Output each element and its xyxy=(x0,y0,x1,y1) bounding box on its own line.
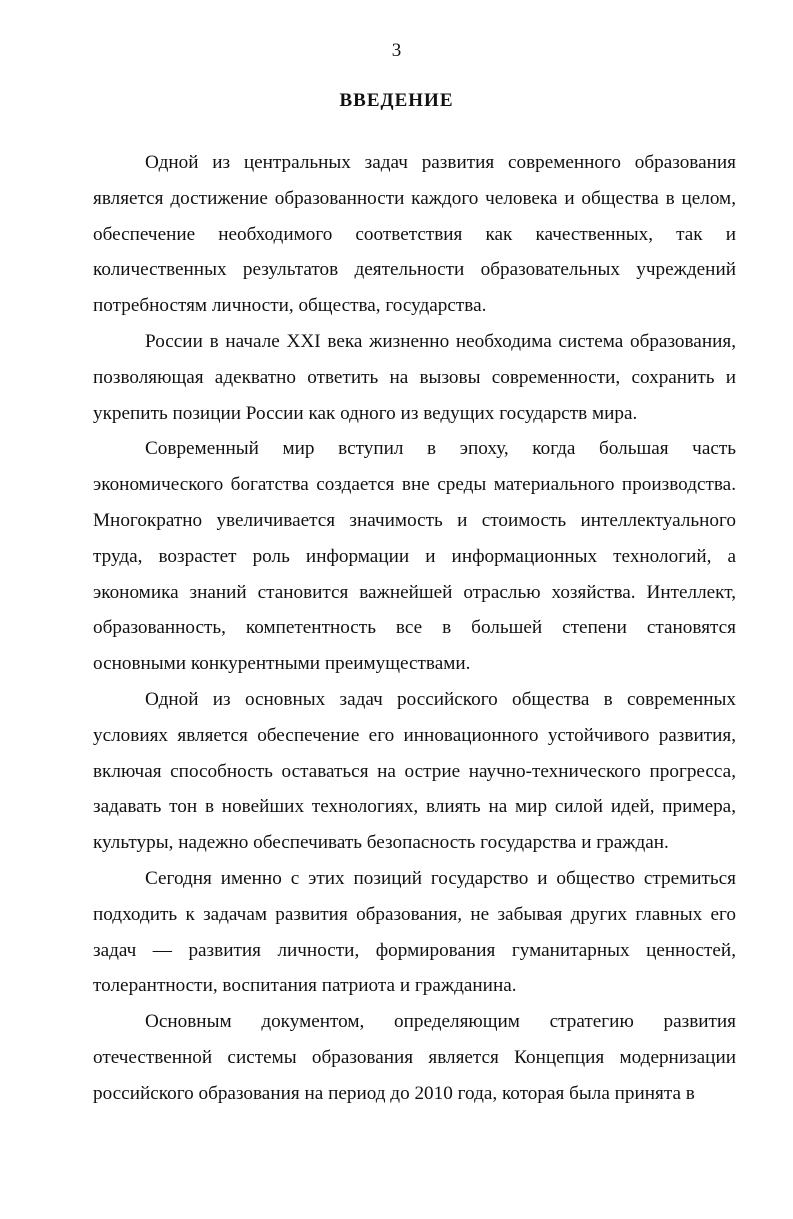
paragraph: Одной из центральных задач развития современного образования является достижение образованности каждого человека и общества в целом, обеспечение необходимого соответствия как качественных, так и количественных результатов деятельности образовательных учреждений потребностям личности, общества, государства. xyxy=(93,152,736,317)
paragraph: Сегодня именно с этих позиций государство и общество стремиться подходить к задачам развития образования, не забывая других главных его задач — развития личности, формирования гуманитарных ценностей, толерантности, воспитания патриота и гражданина. xyxy=(93,867,736,997)
page-number: 3 xyxy=(391,40,402,61)
paragraph: России в начале XXI века жизненно необходима система образования, позволяющая адекватно ответить на вызовы современности, сохранить и укрепить позиции России как одного из ведущих государств мира. xyxy=(93,330,736,424)
paragraph: Одной из основных задач российского общества в современных условиях является обеспечение его инновационного устойчивого развития, включая способность оставаться на острие научно-технического прогресса, задавать тон в новейших технологиях, влиять на мир силой идей, примера, культуры, надежно обеспечивать безопасность государства и граждан. xyxy=(93,688,736,854)
paragraph: Основным документом, определяющим стратегию развития отечественной системы образования является Концепция модернизации российского образования на период до 2010 года, которая была принята в xyxy=(93,1011,736,1104)
paragraph: Современный мир вступил в эпоху, когда большая часть экономического богатства создается вне среды материального производства. Многократно увеличивается значимость и стоимость интеллектуального труда, возрастет роль информации и информационных технологий, а экономика знаний становится важнейшей отраслью хозяйства. Интеллект, образованность, компетентность все в большей степени становятся основными конкурентными преимуществами. xyxy=(93,438,736,675)
section-heading: ВВЕДЕНИЕ xyxy=(339,90,454,111)
body-text xyxy=(93,145,736,1112)
